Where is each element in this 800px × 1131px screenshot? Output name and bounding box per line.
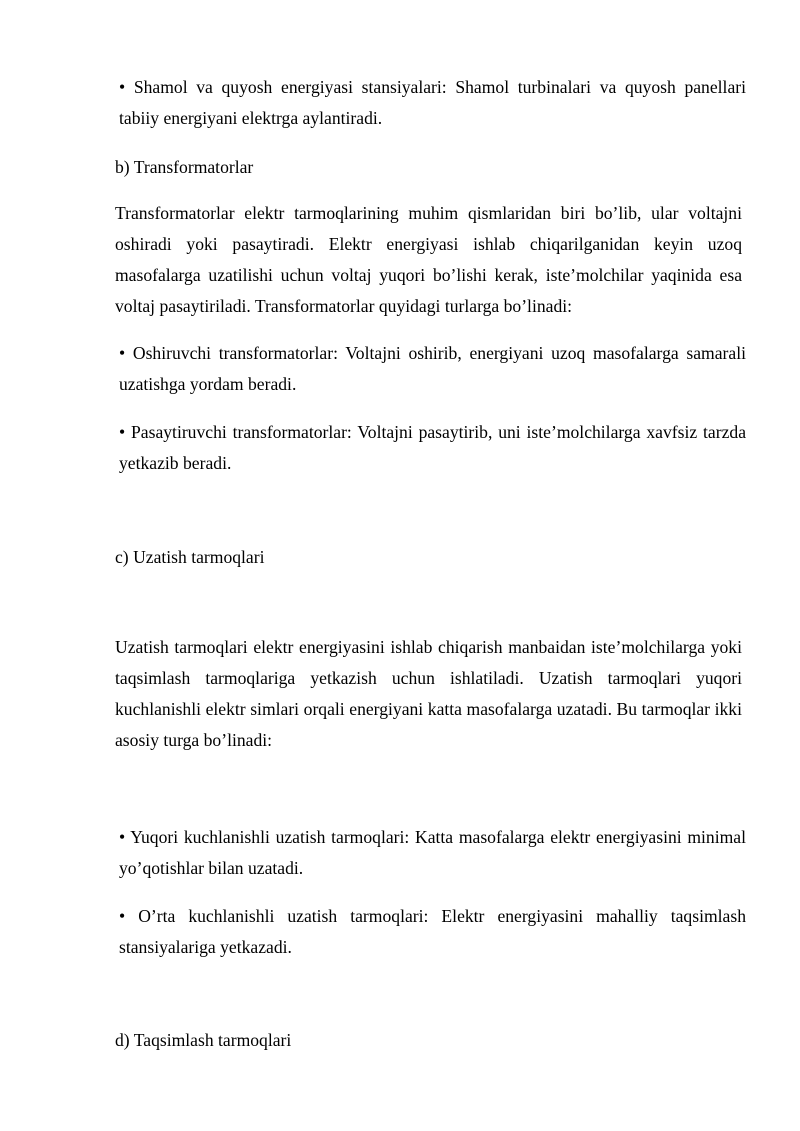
section-heading-transformers: b) Transformatorlar	[115, 157, 254, 177]
paragraph-transformers: Transformatorlar elektr tarmoqlarining muhim qismlaridan biri bo’lib, ular voltajni oshiradi yoki pasaytiradi. Elektr energiyasi ishlab chiqarilganidan keyin uzoq masofalarga uzatilishi uchun voltaj yuqori bo’lishi kerak, iste’molchilar yaqinida esa voltaj pasaytiriladi. Transformatorlar quyidagi turlarga bo’linadi:	[115, 203, 742, 316]
bullet-wind-solar-stations: • Shamol va quyosh energiyasi stansiyalari: Shamol turbinalari va quyosh panellari tabiiy energiyani elektrga aylantiradi.	[119, 77, 746, 128]
section-heading-transmission-networks: c) Uzatish tarmoqlari	[115, 547, 265, 567]
section-heading-distribution-networks: d) Taqsimlash tarmoqlari	[115, 1030, 292, 1050]
bullet-medium-voltage-transmission: • O’rta kuchlanishli uzatish tarmoqlari: Elektr energiyasini mahalliy taqsimlash stansiyalariga yetkazadi.	[119, 906, 746, 957]
bullet-high-voltage-transmission: • Yuqori kuchlanishli uzatish tarmoqlari: Katta masofalarga elektr energiyasini minimal yo’qotishlar bilan uzatadi.	[119, 827, 746, 878]
bullet-step-down-transformers: • Pasaytiruvchi transformatorlar: Voltajni pasaytirib, uni iste’molchilarga xavfsiz tarzda yetkazib beradi.	[119, 422, 746, 473]
paragraph-transmission-networks: Uzatish tarmoqlari elektr energiyasini ishlab chiqarish manbaidan iste’molchilarga yoki taqsimlash tarmoqlariga yetkazish uchun ishlatiladi. Uzatish tarmoqlari yuqori kuchlanishli elektr simlari orqali energiyani katta masofalarga uzatadi. Bu tarmoqlar ikki asosiy turga bo’linadi:	[115, 637, 742, 750]
bullet-step-up-transformers: • Oshiruvchi transformatorlar: Voltajni oshirib, energiyani uzoq masofalarga samarali uzatishga yordam beradi.	[119, 343, 746, 394]
